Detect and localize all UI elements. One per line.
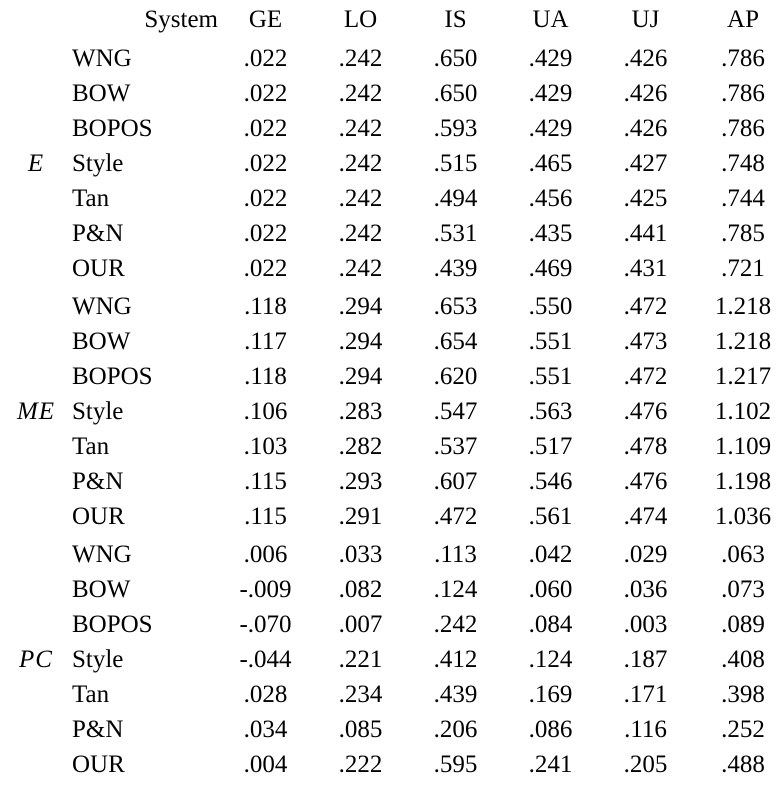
metric-cell-ua: .429 [528, 115, 573, 142]
metric-cell-lo: .242 [338, 80, 383, 107]
metric-cell-uj: .426 [623, 115, 668, 142]
metric-cell-ap: .748 [721, 150, 765, 177]
system-name-cell: WNG [72, 541, 132, 568]
metric-cell-ge: .115 [244, 503, 287, 530]
metric-cell-lo: .222 [338, 751, 383, 778]
metric-cell-ge: .118 [244, 293, 287, 320]
system-name-cell: BOW [72, 80, 131, 107]
metric-cell-ge: .117 [244, 328, 287, 355]
metric-cell-ap: .408 [721, 646, 765, 673]
table-row [0, 642, 783, 677]
system-name-cell: Tan [72, 433, 110, 460]
system-name-cell: WNG [72, 45, 132, 72]
metric-cell-ap: .786 [721, 115, 765, 142]
column-header-ua: UA [532, 5, 569, 33]
metric-cell-ua: .060 [528, 576, 573, 603]
column-header-ap: AP [727, 5, 759, 33]
system-name-cell: P&N [72, 716, 124, 743]
metric-cell-lo: .294 [338, 363, 383, 390]
metric-cell-lo: .007 [338, 611, 383, 638]
metric-cell-is: .412 [433, 646, 478, 673]
table-row [0, 76, 783, 111]
metric-cell-uj: .171 [623, 681, 668, 708]
metric-cell-ua: .465 [528, 150, 573, 177]
metric-cell-uj: .441 [623, 220, 668, 247]
system-name-cell: P&N [72, 220, 124, 247]
metric-cell-is: .607 [433, 468, 478, 495]
column-header-lo: LO [343, 5, 378, 33]
metric-cell-is: .653 [433, 293, 478, 320]
metric-cell-uj: .472 [623, 293, 668, 320]
metric-cell-ap: 1.102 [714, 398, 772, 425]
metric-cell-ge: .028 [243, 681, 288, 708]
metric-cell-ua: .563 [528, 398, 573, 425]
metric-cell-uj: .474 [623, 503, 668, 530]
metric-cell-ge: .022 [243, 80, 288, 107]
metric-cell-ua: .086 [528, 716, 573, 743]
table-row [0, 216, 783, 251]
metric-cell-ge: .022 [243, 255, 288, 282]
metric-cell-uj: .187 [623, 646, 668, 673]
metric-cell-uj: .427 [623, 150, 668, 177]
table-row [0, 324, 783, 359]
metric-cell-lo: .294 [338, 293, 383, 320]
metric-cell-lo: .242 [338, 45, 383, 72]
metric-cell-ap: 1.217 [714, 363, 772, 390]
metric-cell-lo: .291 [338, 503, 383, 530]
metric-cell-uj: .036 [623, 576, 668, 603]
metric-cell-ua: .169 [528, 681, 573, 708]
metric-cell-is: .593 [433, 115, 478, 142]
table-row [0, 572, 783, 607]
metric-cell-ge: -.009 [239, 576, 292, 603]
metric-cell-ge: .004 [243, 751, 288, 778]
system-name-cell: BOW [72, 328, 131, 355]
metric-cell-uj: .029 [623, 541, 668, 568]
metric-cell-ap: .744 [721, 185, 765, 212]
metric-cell-ap: 1.218 [714, 328, 772, 355]
metric-cell-lo: .033 [338, 541, 383, 568]
table-row [0, 289, 783, 324]
row-group-label: PC [19, 646, 53, 673]
table-row [0, 464, 783, 499]
metric-cell-ua: .241 [528, 751, 573, 778]
system-name-cell: BOPOS [72, 611, 153, 638]
metric-cell-ua: .550 [528, 293, 573, 320]
metric-cell-ap: 1.109 [714, 433, 772, 460]
metric-cell-ap: .786 [721, 45, 765, 72]
metric-cell-ge: .022 [243, 115, 288, 142]
metric-cell-ap: .089 [721, 611, 765, 638]
metric-cell-ua: .551 [528, 328, 573, 355]
metric-cell-is: .650 [433, 45, 478, 72]
metric-cell-uj: .473 [623, 328, 668, 355]
metric-cell-is: .515 [433, 150, 478, 177]
metric-cell-ge: .022 [243, 45, 288, 72]
metric-cell-ge: -.044 [239, 646, 292, 673]
table-row [0, 146, 783, 181]
table-row [0, 111, 783, 146]
metric-cell-is: .124 [433, 576, 478, 603]
system-name-cell: BOPOS [72, 363, 153, 390]
metric-cell-ge: .006 [243, 541, 288, 568]
header-row [0, 0, 783, 38]
metric-cell-ge: .118 [244, 363, 287, 390]
metric-cell-lo: .242 [338, 220, 383, 247]
metric-cell-is: .595 [433, 751, 478, 778]
metric-cell-ua: .561 [528, 503, 573, 530]
metric-cell-ap: .721 [721, 255, 765, 282]
metric-cell-ap: .398 [721, 681, 765, 708]
metric-cell-ua: .429 [528, 45, 573, 72]
metric-cell-ua: .517 [528, 433, 573, 460]
system-name-cell: Style [72, 150, 124, 177]
metric-cell-is: .654 [433, 328, 478, 355]
metric-cell-ge: .103 [243, 433, 288, 460]
column-header-is: IS [444, 5, 467, 33]
system-name-cell: WNG [72, 293, 132, 320]
table-row [0, 251, 783, 286]
table-row [0, 499, 783, 534]
metric-cell-uj: .431 [623, 255, 668, 282]
metric-cell-ua: .456 [528, 185, 573, 212]
metric-cell-uj: .205 [623, 751, 668, 778]
metric-cell-ap: .786 [721, 80, 765, 107]
metric-cell-ge: .022 [243, 220, 288, 247]
metric-cell-ap: .252 [721, 716, 765, 743]
metric-cell-uj: .426 [623, 45, 668, 72]
table-row [0, 394, 783, 429]
metric-cell-lo: .221 [338, 646, 383, 673]
table-row [0, 607, 783, 642]
metric-cell-ap: 1.198 [714, 468, 772, 495]
table-row [0, 429, 783, 464]
metric-cell-ua: .435 [528, 220, 573, 247]
metric-cell-is: .494 [433, 185, 478, 212]
metric-cell-lo: .082 [338, 576, 383, 603]
table-header [0, 0, 783, 38]
metric-cell-ua: .084 [528, 611, 573, 638]
table-row [0, 181, 783, 216]
metric-cell-lo: .294 [338, 328, 383, 355]
metric-cell-ap: .073 [721, 576, 765, 603]
row-group-label: ME [16, 398, 56, 425]
metric-cell-lo: .242 [338, 255, 383, 282]
metric-cell-ge: .106 [243, 398, 288, 425]
metric-cell-ge: .115 [244, 468, 287, 495]
metric-cell-is: .206 [433, 716, 478, 743]
metric-cell-ge: .034 [243, 716, 288, 743]
metric-cell-is: .650 [433, 80, 478, 107]
metric-cell-ap: .488 [721, 751, 765, 778]
metric-cell-ua: .124 [528, 646, 573, 673]
metric-cell-is: .531 [433, 220, 478, 247]
table-row [0, 677, 783, 712]
metric-cell-ua: .546 [528, 468, 573, 495]
metric-cell-ua: .429 [528, 80, 573, 107]
metric-cell-is: .439 [433, 681, 478, 708]
metric-cell-lo: .085 [338, 716, 383, 743]
metric-cell-ge: -.070 [239, 611, 292, 638]
metric-cell-ua: .042 [528, 541, 573, 568]
metric-cell-is: .547 [433, 398, 478, 425]
table-row [0, 747, 783, 782]
metric-cell-ap: .063 [721, 541, 765, 568]
system-name-cell: Tan [72, 681, 110, 708]
metric-cell-ge: .022 [243, 185, 288, 212]
table-row [0, 359, 783, 394]
metric-cell-uj: .116 [624, 716, 667, 743]
column-header-group [0, 0, 72, 38]
metric-cell-lo: .293 [338, 468, 383, 495]
system-name-cell: OUR [72, 751, 125, 778]
table-body [0, 38, 783, 782]
metric-cell-uj: .476 [623, 468, 668, 495]
column-header-uj: UJ [631, 5, 660, 33]
metric-cell-uj: .426 [623, 80, 668, 107]
metric-cell-lo: .283 [338, 398, 383, 425]
metric-cell-lo: .282 [338, 433, 383, 460]
system-name-cell: Style [72, 398, 124, 425]
metric-cell-ua: .551 [528, 363, 573, 390]
system-name-cell: OUR [72, 503, 125, 530]
metric-cell-uj: .472 [623, 363, 668, 390]
system-name-cell: BOW [72, 576, 131, 603]
row-group-label: E [27, 150, 45, 177]
table-row [0, 712, 783, 747]
table-row [0, 41, 783, 76]
metric-cell-is: .620 [433, 363, 478, 390]
column-header-system: System [144, 5, 218, 33]
metric-cell-is: .537 [433, 433, 478, 460]
system-name-cell: Style [72, 646, 124, 673]
system-name-cell: P&N [72, 468, 124, 495]
metric-cell-lo: .242 [338, 150, 383, 177]
metric-cell-is: .113 [434, 541, 477, 568]
metric-cell-ap: 1.218 [714, 293, 772, 320]
metric-cell-is: .472 [433, 503, 478, 530]
metric-cell-ap: .785 [721, 220, 765, 247]
metric-cell-ua: .469 [528, 255, 573, 282]
metric-cell-lo: .242 [338, 185, 383, 212]
metric-cell-uj: .003 [623, 611, 668, 638]
system-name-cell: OUR [72, 255, 125, 282]
metric-cell-lo: .234 [338, 681, 383, 708]
metric-cell-lo: .242 [338, 115, 383, 142]
metric-cell-is: .439 [433, 255, 478, 282]
metric-cell-uj: .476 [623, 398, 668, 425]
system-name-cell: Tan [72, 185, 110, 212]
metric-cell-uj: .425 [623, 185, 668, 212]
system-name-cell: BOPOS [72, 115, 153, 142]
column-header-ge: GE [248, 5, 283, 33]
metric-cell-ge: .022 [243, 150, 288, 177]
metric-cell-uj: .478 [623, 433, 668, 460]
metric-cell-ap: 1.036 [714, 503, 772, 530]
table-row [0, 537, 783, 572]
metric-cell-is: .242 [433, 611, 478, 638]
